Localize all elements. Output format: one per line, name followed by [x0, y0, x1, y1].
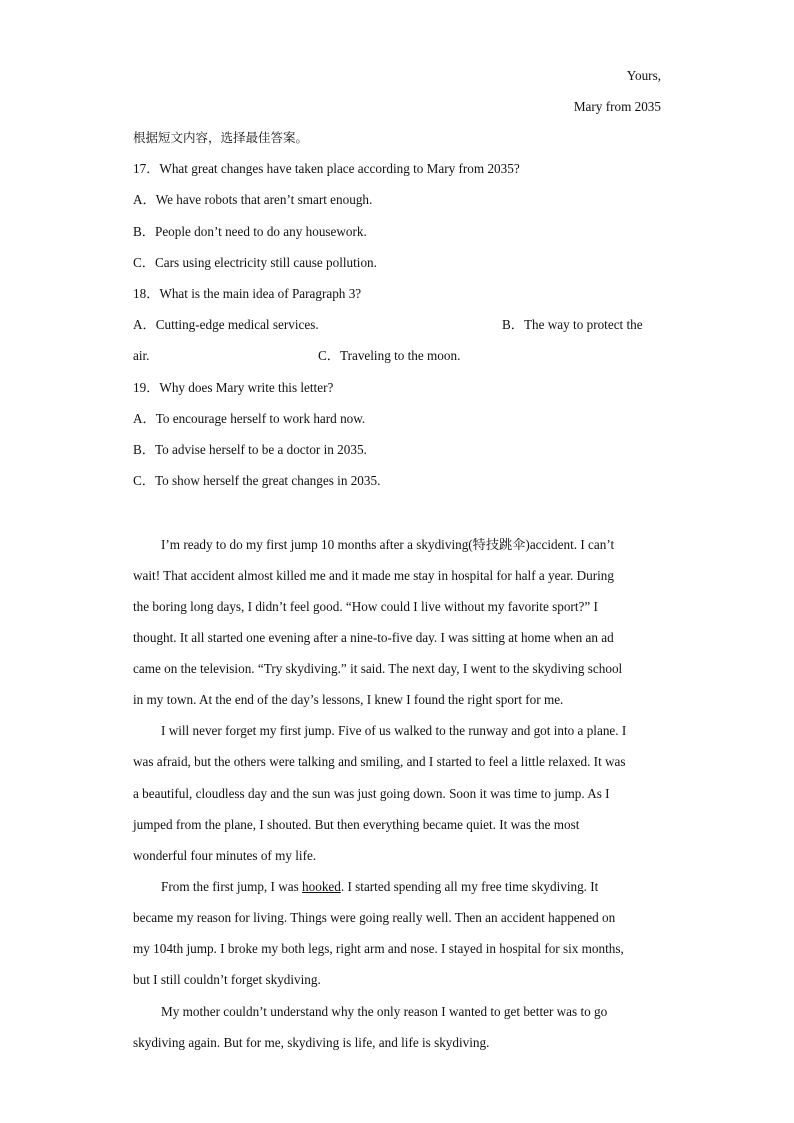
option-b: B．People don’t need to do any housework.	[133, 224, 367, 239]
question-stem: 18．What is the main idea of Paragraph 3?	[133, 286, 362, 301]
passage-line: was afraid, but the others were talking and smiling, and I started to feel a little relaxed. It was	[133, 754, 626, 769]
passage-line: my 104th jump. I broke my both legs, right arm and nose. I stayed in hospital for six months,	[133, 941, 624, 956]
passage-line: My mother couldn’t understand why the only reason I wanted to get better was to go	[161, 1004, 608, 1019]
option-c: C．Traveling to the moon.	[318, 348, 461, 363]
passage-line: I will never forget my first jump. Five of us walked to the runway and got into a plane. I	[161, 723, 627, 738]
closing-salutation: Yours,	[626, 68, 661, 83]
question-stem: 19．Why does Mary write this letter?	[133, 380, 334, 395]
passage-line: skydiving again. But for me, skydiving is life, and life is skydiving.	[133, 1035, 490, 1050]
passage-line: jumped from the plane, I shouted. But then everything became quiet. It was the most	[133, 817, 580, 832]
passage-line: became my reason for living. Things were going really well. Then an accident happened on	[133, 910, 616, 925]
passage-text: From the first jump, I was	[161, 879, 303, 894]
passage-line: the boring long days, I didn’t feel good. “How could I live without my favorite sport?” I	[133, 599, 598, 614]
option-c: C．To show herself the great changes in 2035.	[133, 473, 381, 488]
passage-line: I’m ready to do my first jump 10 months after a skydiving(特技跳伞)accident. I can’t	[161, 537, 615, 552]
passage-line: a beautiful, cloudless day and the sun was just going down. Soon it was time to jump. As I	[133, 786, 610, 801]
option-a: A．To encourage herself to work hard now.	[133, 411, 366, 426]
option-a: A．We have robots that aren’t smart enough.	[133, 192, 373, 207]
passage-line	[161, 879, 598, 895]
option-c: C．Cars using electricity still cause pollution.	[133, 255, 377, 270]
passage-line: came on the television. “Try skydiving.” it said. The next day, I went to the skydiving school	[133, 661, 623, 676]
passage-line: thought. It all started one evening after a nine-to-five day. I was sitting at home when an ad	[133, 630, 614, 645]
option-a: A．Cutting-edge medical services.	[133, 317, 319, 332]
passage-text: . I started spending all my free time skydiving. It	[340, 879, 599, 894]
option-b: B．To advise herself to be a doctor in 2035.	[133, 442, 367, 457]
passage-line: wonderful four minutes of my life.	[133, 848, 317, 863]
question-stem: 17．What great changes have taken place according to Mary from 2035?	[133, 161, 520, 176]
passage-line: in my town. At the end of the day’s lessons, I knew I found the right sport for me.	[133, 692, 564, 707]
closing-signature: Mary from 2035	[573, 99, 661, 114]
option-b-continued: air.	[133, 348, 150, 363]
underlined-word: hooked	[302, 879, 341, 894]
passage-line: but I still couldn’t forget skydiving.	[133, 972, 321, 987]
instruction: 根据短文内容，选择最佳答案。	[133, 130, 309, 145]
passage-line: wait! That accident almost killed me and it made me stay in hospital for half a year. During	[133, 568, 614, 583]
option-b: B．The way to protect the	[502, 317, 643, 332]
